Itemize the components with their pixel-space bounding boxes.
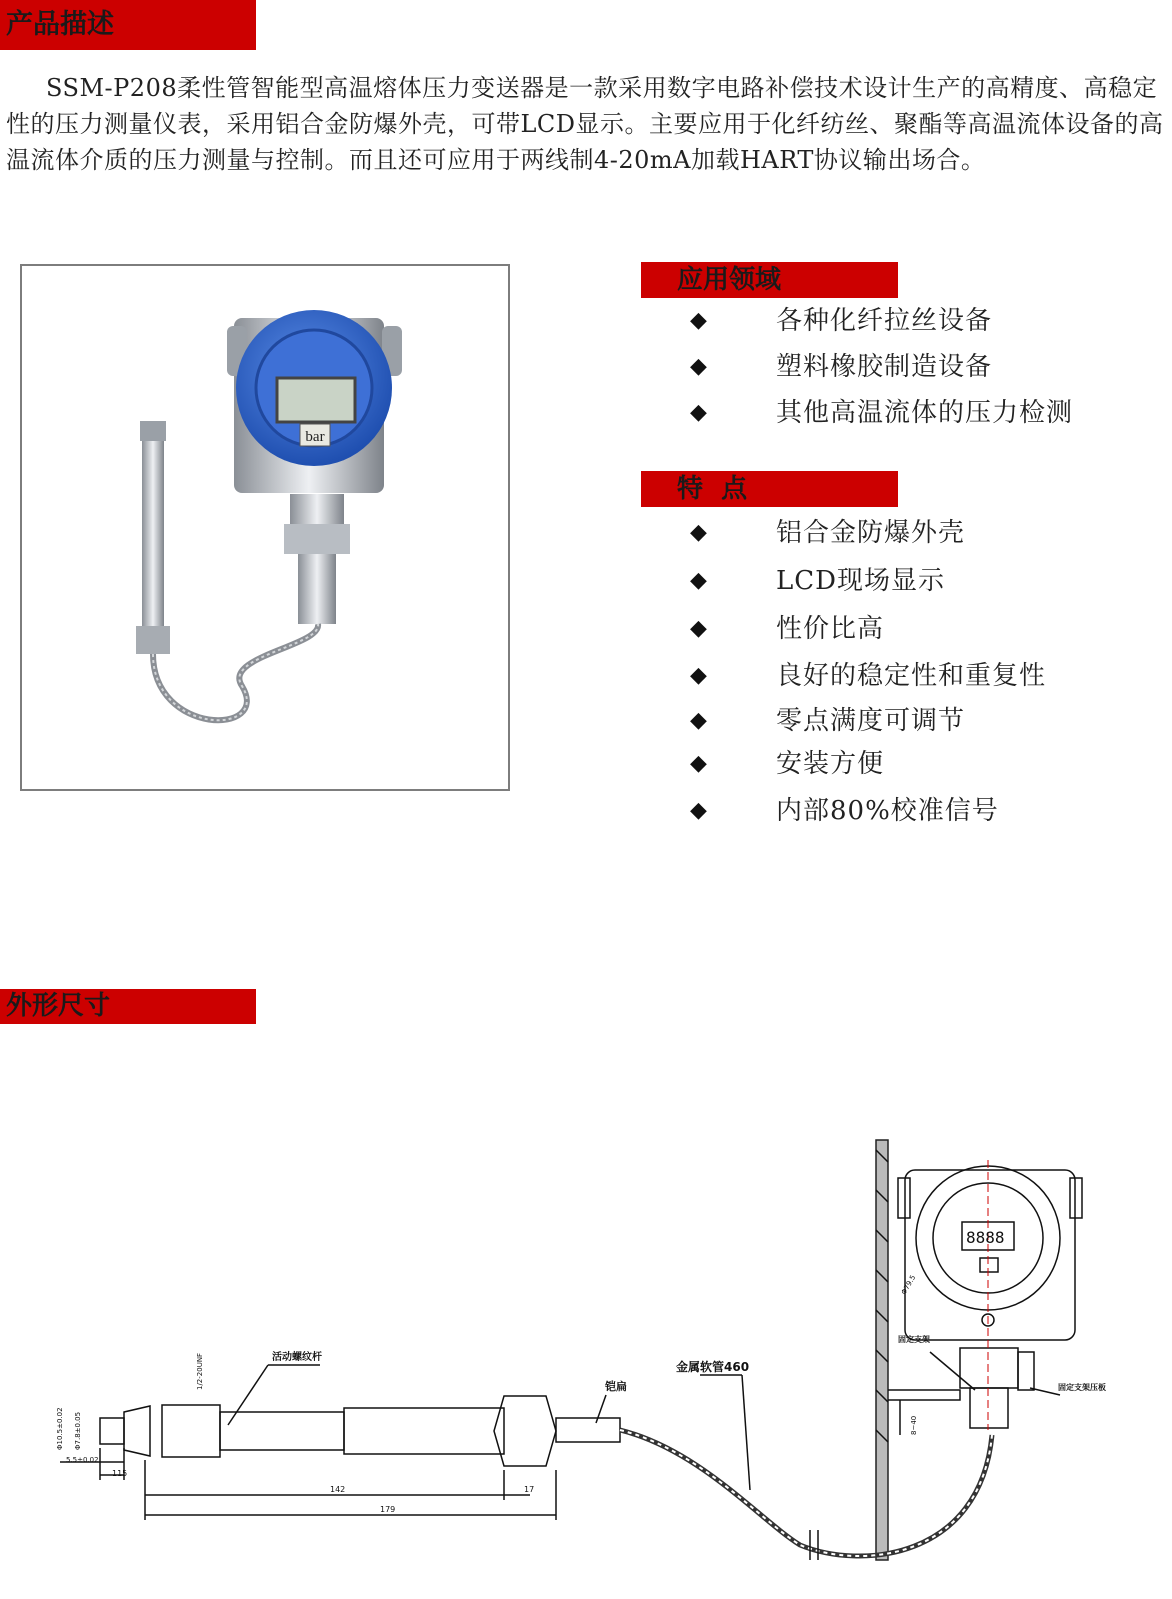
label-rod: 活动螺纹杆	[272, 1352, 322, 1363]
section-title-product-description: 产品描述	[0, 0, 256, 50]
section-title-features: 特 点	[641, 471, 898, 507]
label-armor: 铠扁	[605, 1380, 627, 1393]
dim-bracket: 8~40	[910, 1415, 918, 1435]
diamond-bullet-icon: ◆	[690, 798, 707, 823]
dim-dia2: Φ10.5±0.02	[56, 1407, 64, 1450]
section-title-applications: 应用领域	[641, 262, 898, 298]
photo-unit-label: bar	[305, 429, 325, 445]
dimension-drawing	[0, 1090, 1172, 1599]
diamond-bullet-icon: ◆	[690, 751, 707, 776]
dim-dia1: Φ7.8±0.05	[74, 1411, 82, 1450]
diamond-bullet-icon: ◆	[690, 708, 707, 733]
label-fixed-bracket: 固定支架	[898, 1335, 930, 1344]
label-hose: 金属软管460	[676, 1360, 750, 1374]
product-photo-frame	[20, 264, 510, 791]
dim-thread: 1/2-20UNF	[196, 1352, 204, 1390]
diamond-bullet-icon: ◆	[690, 520, 707, 545]
diamond-bullet-icon: ◆	[690, 616, 707, 641]
lcd-digits: 8888	[966, 1228, 1005, 1247]
dim-left-small: 5.5±0.02	[66, 1456, 99, 1464]
product-photo	[22, 266, 508, 789]
dim-17: 17	[524, 1485, 535, 1494]
label-bracket-clamp: 固定支架压板	[1058, 1383, 1106, 1392]
dim-179: 179	[380, 1505, 396, 1514]
dim-115: 115	[112, 1469, 128, 1478]
diamond-bullet-icon: ◆	[690, 308, 707, 333]
diamond-bullet-icon: ◆	[690, 663, 707, 688]
diamond-bullet-icon: ◆	[690, 354, 707, 379]
dim-142: 142	[330, 1485, 346, 1494]
diamond-bullet-icon: ◆	[690, 400, 707, 425]
section-title-dimensions: 外形尺寸	[0, 989, 256, 1024]
product-description-text: SSM-P208柔性管智能型高温熔体压力变送器是一款采用数字电路补偿技术设计生产的高精度、高稳定性的压力测量仪表，采用铝合金防爆外壳，可带LCD显示。主要应用于化纤纺丝、聚酯等高温流体设备的高温流体介质的压力测量与控制。而且还可应用于两线制4-20mA加载HART协议输出场合。	[6, 74, 1164, 174]
dim-housing: Φ79.5	[899, 1273, 918, 1296]
diamond-bullet-icon: ◆	[690, 568, 707, 593]
